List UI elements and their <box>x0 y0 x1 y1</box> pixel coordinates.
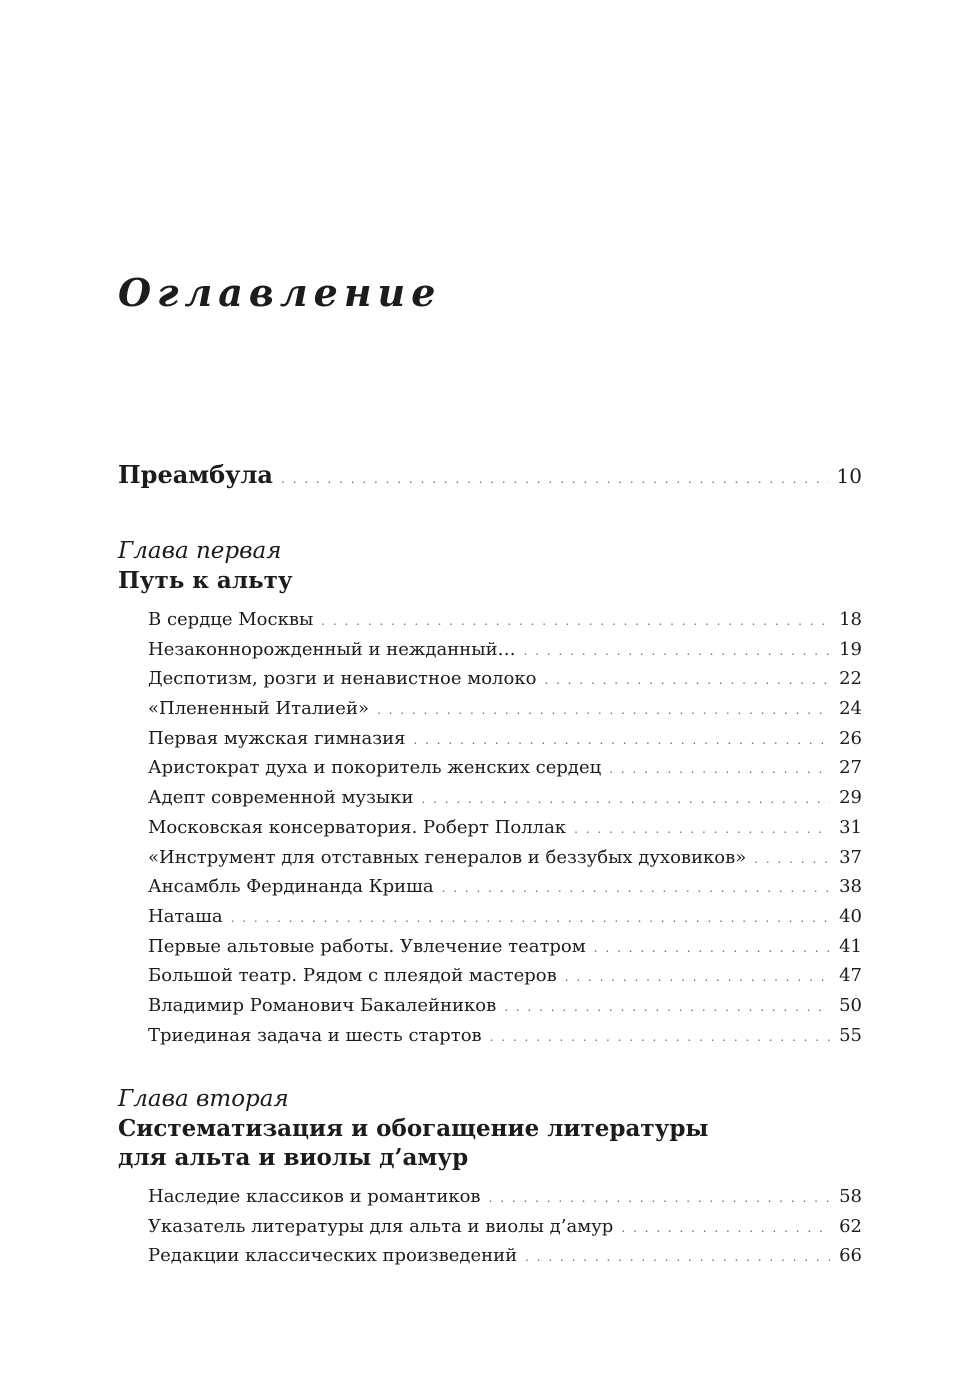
toc-entry[interactable] <box>148 936 862 966</box>
toc-entry-page: 26 <box>839 727 862 749</box>
toc-entry[interactable] <box>148 1216 862 1246</box>
toc-entry-page: 50 <box>839 994 862 1016</box>
toc-entry-title: Преамбула <box>118 460 273 489</box>
toc-entry-page: 18 <box>839 609 862 630</box>
toc-entry-page: 31 <box>839 816 862 838</box>
toc-entry[interactable] <box>148 787 862 817</box>
toc-entry-title: «Плененный Италией» <box>148 698 369 720</box>
dot-leader <box>231 911 830 925</box>
chapter-title-line: Систематизация и обогащение литературы <box>118 1115 709 1142</box>
toc-entry[interactable] <box>148 698 862 728</box>
dot-leader <box>489 1191 830 1205</box>
toc-entry[interactable] <box>148 728 862 758</box>
toc-entry[interactable] <box>148 1245 862 1275</box>
toc-entry[interactable] <box>148 906 862 936</box>
dot-leader <box>321 614 830 628</box>
toc-entry-page: 62 <box>839 1215 862 1237</box>
toc-entry-title: Триединая задача и шесть стартов <box>148 1024 482 1046</box>
toc-entry[interactable] <box>148 847 862 877</box>
chapter-title-line: Путь к альту <box>118 567 293 594</box>
toc-entry-title: Большой театр. Рядом с плеядой мастеров <box>148 965 557 987</box>
chapter-1 <box>118 536 862 1054</box>
toc-entry-title: Аристократ духа и покоритель женских сердец <box>148 757 602 779</box>
toc-entry-title: Наташа <box>148 905 223 927</box>
chapter-2 <box>118 1084 862 1275</box>
toc-entry-page: 37 <box>839 846 862 868</box>
toc-entry[interactable] <box>148 1186 862 1216</box>
chapter-label: Глава вторая <box>118 1086 289 1112</box>
toc-entry-page: 40 <box>839 905 862 927</box>
dot-leader <box>413 733 830 747</box>
toc-entry-page: 10 <box>836 464 862 488</box>
dot-leader <box>574 822 830 836</box>
toc-entry[interactable] <box>148 639 862 669</box>
toc-entry-page: 58 <box>839 1186 862 1207</box>
toc-entry-preamble[interactable] <box>118 460 862 494</box>
toc-entry-title: Ансамбль Фердинанда Криша <box>148 876 434 898</box>
toc-entry[interactable] <box>148 965 862 995</box>
dot-leader <box>525 1250 830 1264</box>
toc-entry-page: 29 <box>839 787 862 809</box>
toc-entry-page: 22 <box>839 668 862 690</box>
toc-entry-title: В сердце Москвы <box>148 609 314 630</box>
toc-entry-page: 38 <box>839 876 862 898</box>
toc-entry-page: 41 <box>839 935 862 957</box>
toc-entry[interactable] <box>148 1025 862 1055</box>
toc-entry-page: 55 <box>839 1024 862 1046</box>
dot-leader <box>421 792 830 806</box>
dot-leader <box>544 673 830 687</box>
page-title: Оглавление <box>118 270 442 315</box>
dot-leader <box>504 1000 830 1014</box>
toc-entry[interactable] <box>148 609 862 639</box>
toc-entry-title: Адепт современной музыки <box>148 787 414 809</box>
toc-entry-page: 24 <box>839 698 862 720</box>
toc-entry-title: Наследие классиков и романтиков <box>148 1186 481 1207</box>
toc-entry-title: Первая мужская гимназия <box>148 727 406 749</box>
chapter-title <box>118 566 862 595</box>
toc-entry-title: Первые альтовые работы. Увлечение театром <box>148 935 586 957</box>
dot-leader <box>524 644 830 658</box>
chapter-title <box>118 1114 862 1172</box>
toc-entry[interactable] <box>148 757 862 787</box>
toc-entry-page: 27 <box>839 757 862 779</box>
dot-leader <box>281 472 829 486</box>
dot-leader <box>609 762 830 776</box>
chapter-items <box>118 1186 862 1275</box>
toc-entry[interactable] <box>148 668 862 698</box>
chapter-items <box>118 609 862 1054</box>
chapter-label: Глава первая <box>118 538 282 564</box>
toc-entry-page: 47 <box>839 965 862 987</box>
dot-leader <box>490 1030 830 1044</box>
dot-leader <box>565 970 830 984</box>
dot-leader <box>377 703 830 717</box>
toc-entry[interactable] <box>148 817 862 847</box>
toc-entry[interactable] <box>148 876 862 906</box>
toc-entry-page: 66 <box>839 1245 862 1267</box>
toc-entry-page: 19 <box>839 638 862 660</box>
toc-entry-title: Деспотизм, розги и ненавистное молоко <box>148 668 537 690</box>
chapter-title-line: для альта и виолы д’амур <box>118 1144 469 1171</box>
toc-entry[interactable] <box>148 995 862 1025</box>
toc-entry-title: Московская консерватория. Роберт Поллак <box>148 816 567 838</box>
dot-leader <box>754 852 830 866</box>
toc-entry-title: Редакции классических произведений <box>148 1245 518 1267</box>
toc-entry-title: «Инструмент для отставных генералов и беззубых духовиков» <box>148 846 747 868</box>
dot-leader <box>442 881 830 895</box>
dot-leader <box>621 1221 830 1235</box>
toc-entry-title: Незаконнорожденный и нежданный… <box>148 638 516 660</box>
toc-entry-title: Указатель литературы для альта и виолы д’амур <box>148 1215 614 1237</box>
toc-entry-title: Владимир Романович Бакалейников <box>148 994 497 1016</box>
dot-leader <box>594 941 830 955</box>
